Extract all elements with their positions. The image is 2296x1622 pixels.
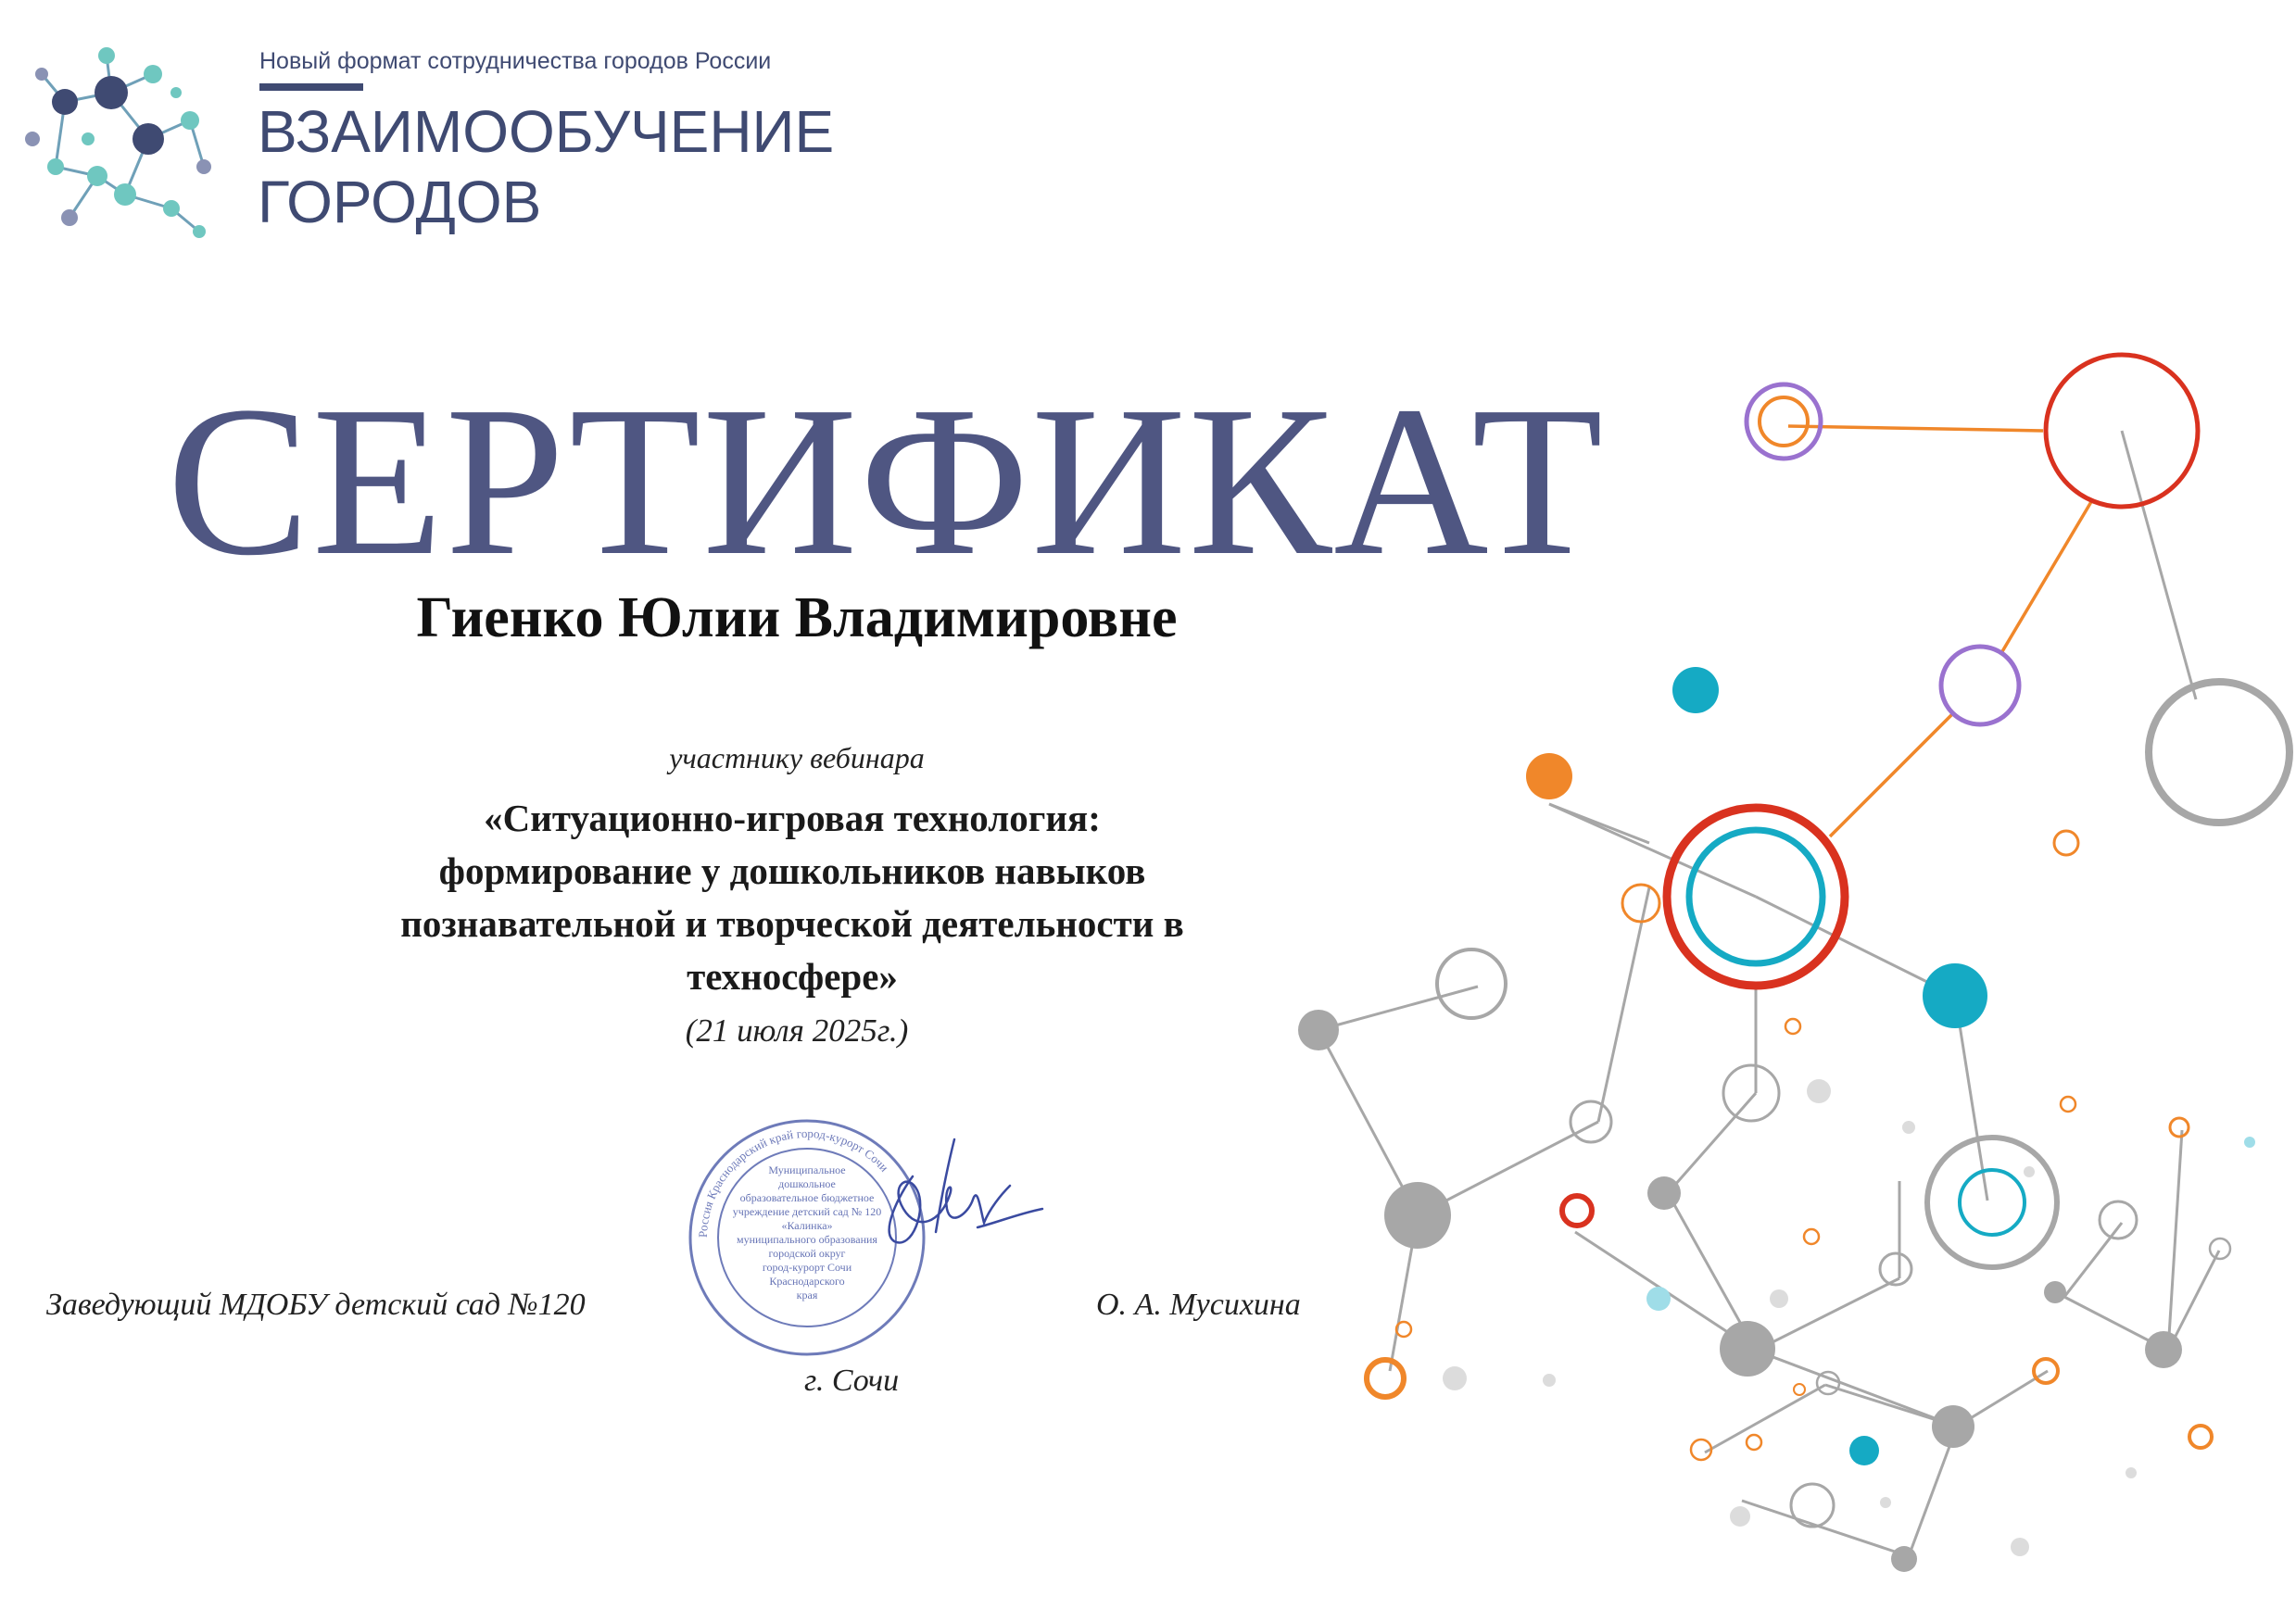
stamp-line: образовательное бюджетное [739, 1191, 875, 1204]
stamp-line: края [796, 1289, 818, 1301]
stamp-line: Краснодарского [769, 1275, 845, 1288]
signer-name: О. А. Мусихина [1096, 1288, 1301, 1322]
certificate-title: СЕРТИФИКАТ [167, 362, 1606, 600]
signer-position: Заведующий МДОБУ детский сад №120 [46, 1288, 586, 1322]
stamp-ring-text: Россия Краснодарский край город-курорт Сочи [695, 1125, 892, 1239]
handwritten-signature-icon [862, 1121, 1047, 1278]
brand-title [258, 96, 834, 237]
event-title-line: «Ситуационно-игровая технология: [484, 797, 1101, 839]
decorative-network-graphic [1260, 333, 2296, 1622]
issue-city: г. Сочи [804, 1364, 900, 1398]
stamp-line: «Калинка» [781, 1219, 833, 1232]
event-date: (21 июля 2025г.) [685, 1012, 909, 1049]
brand-tagline: Новый формат сотрудничества городов России [259, 48, 772, 74]
molecule-logo-icon [14, 37, 236, 250]
event-title-line: формирование у дошкольников навыков [438, 849, 1146, 892]
brand-divider [259, 83, 363, 91]
stamp-line: дошкольное [778, 1177, 836, 1190]
stamp-line: городской округ [768, 1247, 846, 1260]
brand-title-line1: ВЗАИМООБУЧЕНИЕ [258, 98, 835, 165]
stamp-line: город-курорт Сочи [762, 1261, 852, 1274]
stamp-line: учреждение детский сад № 120 [732, 1205, 882, 1218]
recipient-role: участнику вебинара [669, 741, 925, 774]
stamp-line: муниципального образования [737, 1233, 877, 1246]
event-title [269, 792, 1316, 1003]
recipient-name: Гиенко Юлии Владимировне [416, 586, 1178, 649]
event-title-line: техносфере» [687, 955, 898, 998]
event-title-line: познавательной и творческой деятельности в [400, 902, 1184, 945]
brand-title-line2: ГОРОДОВ [258, 169, 542, 235]
stamp-line: Муниципальное [768, 1163, 846, 1176]
